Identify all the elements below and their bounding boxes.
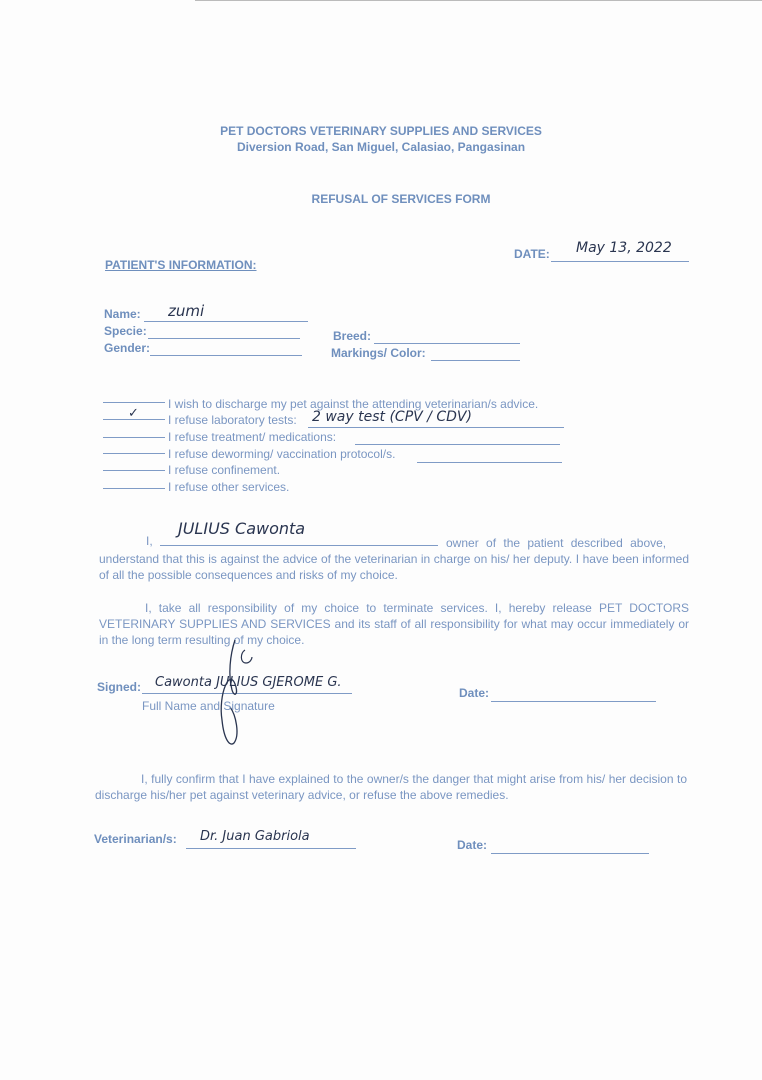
- option-blank: [103, 488, 165, 489]
- markings-label: Markings/ Color:: [331, 346, 426, 360]
- vet-label: Veterinarian/s:: [94, 832, 177, 846]
- date-label: DATE:: [514, 247, 550, 261]
- owner-name-value: JULIUS Cawonta: [178, 519, 306, 538]
- vet-date-label: Date:: [457, 838, 488, 852]
- option-text: I wish to discharge my pet against the attending veterinarian/s advice.: [168, 397, 539, 411]
- signed-date-line: [491, 701, 656, 702]
- date-line: [551, 261, 689, 262]
- form-title: REFUSAL OF SERVICES FORM: [311, 192, 491, 206]
- signed-caption: Full Name and Signature: [142, 699, 275, 713]
- company-name: PET DOCTORS VETERINARY SUPPLIES AND SERVICES: [220, 124, 542, 138]
- confirm-paragraph: I, fully confirm that I have explained to the owner/s the danger that might arise from his/ her decision to discharge his/her pet against veterinary advice, or refuse the above remedies.: [95, 772, 687, 802]
- markings-line: [431, 360, 520, 361]
- gender-line: [150, 355, 302, 356]
- option-text: I refuse treatment/ medications:: [168, 430, 337, 444]
- option-blank: [103, 437, 165, 438]
- name-label: Name:: [104, 307, 141, 321]
- option-blank: [103, 402, 165, 403]
- statement-body: understand that this is against the advice of the veterinarian in charge on his/ her deputy. I have been informed of all the possible consequences and risks of my choice.: [99, 552, 689, 582]
- option-text: I refuse confinement.: [168, 463, 281, 477]
- option-detail-line: [308, 427, 564, 428]
- option-text: I refuse laboratory tests:: [168, 413, 297, 427]
- company-address: Diversion Road, San Miguel, Calasiao, Pangasinan: [236, 140, 526, 154]
- option-detail-line: [355, 444, 560, 445]
- owner-name-line: [160, 545, 438, 546]
- release-paragraph: I, take all responsibility of my choice to terminate services. I, hereby release PET DOCTORS VETERINARY SUPPLIES AND SERVICES and its staff of all responsibility for what may occur immediately or in the long term resulting of my choice.: [99, 601, 689, 647]
- statement-suffix: owner of the patient described above,: [446, 536, 667, 550]
- name-line: [144, 321, 308, 322]
- checkmark: ✓: [128, 406, 139, 421]
- date-value: May 13, 2022: [576, 240, 672, 256]
- option-blank: [103, 453, 165, 454]
- breed-line: [374, 343, 520, 344]
- statement-prefix: I,: [146, 534, 153, 548]
- breed-label: Breed:: [333, 329, 372, 343]
- option-text: I refuse other services.: [168, 480, 290, 494]
- option-detail-value: 2 way test (CPV / CDV): [312, 409, 472, 425]
- vet-date-line: [491, 853, 649, 854]
- vet-value: Dr. Juan Gabriola: [200, 829, 310, 844]
- signed-label: Signed:: [97, 680, 141, 694]
- signed-date-label: Date:: [459, 686, 490, 700]
- specie-line: [148, 338, 300, 339]
- option-text: I refuse deworming/ vaccination protocol/s.: [168, 447, 396, 461]
- patient-section-title: PATIENT'S INFORMATION:: [105, 258, 257, 272]
- name-value: zumi: [168, 302, 205, 320]
- specie-label: Specie:: [104, 324, 147, 338]
- option-detail-line: [417, 462, 562, 463]
- top-edge-line: [195, 0, 762, 1]
- handwritten-signature-mark: [200, 635, 260, 750]
- signed-value: Cawonta JULIUS GJEROME G.: [155, 675, 342, 690]
- vet-line: [186, 848, 356, 849]
- option-blank: [103, 470, 165, 471]
- gender-label: Gender:: [104, 341, 151, 355]
